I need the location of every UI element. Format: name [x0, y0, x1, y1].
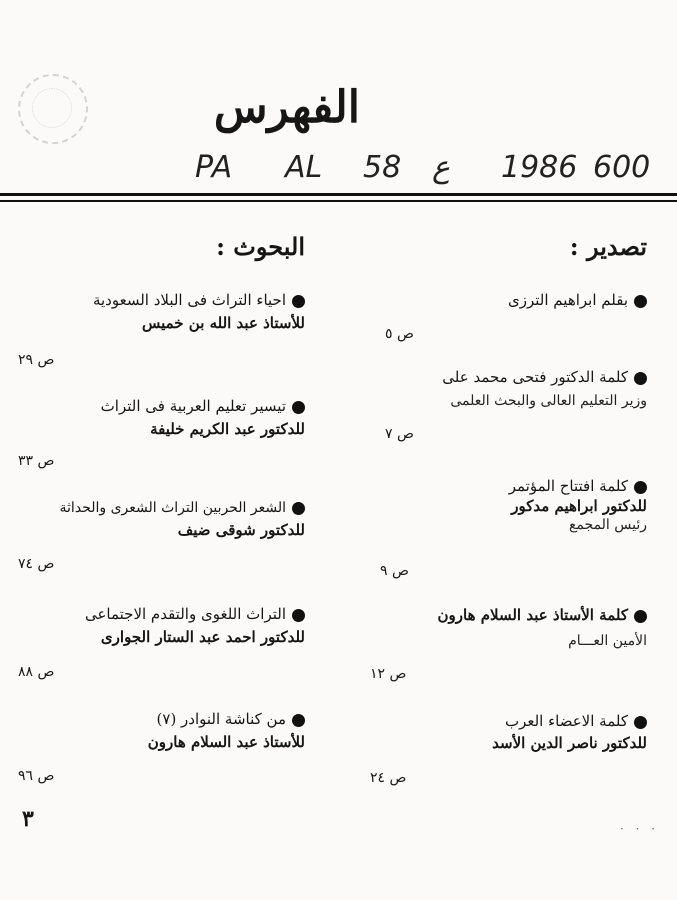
entry-author: للدكتور ناصر الدين الأسد — [492, 733, 647, 752]
entry-title: تيسير تعليم العربية فى التراث — [100, 397, 286, 415]
entry-title-line — [5, 606, 305, 624]
entry-subtitle: وزير التعليم العالى والبحث العلمى — [450, 392, 647, 409]
handwritten-code-3: 58 — [363, 150, 402, 185]
entry-author: للدكتور عبد الكريم خليفة — [150, 419, 305, 438]
page-ref-research-2: ص ٣٣ — [18, 453, 55, 469]
toc-entry-research-1 — [5, 292, 305, 332]
section-heading-foreword: تصدير : — [569, 232, 647, 261]
entry-title-line — [5, 500, 305, 517]
page-ref-foreword-3: ص ٩ — [380, 563, 409, 579]
page-ref-foreword-4: ص ١٢ — [370, 666, 407, 682]
page-ref-foreword-1: ص ٥ — [385, 326, 414, 342]
entry-title-line — [5, 398, 305, 416]
toc-entry-foreword-1 — [317, 292, 647, 310]
library-stamp-icon — [18, 74, 88, 144]
scan-mark: · · · — [620, 822, 660, 836]
entry-title-line — [317, 369, 647, 387]
handwritten-code-4: ع — [432, 150, 450, 185]
entry-title-line — [5, 292, 305, 310]
toc-entry-foreword-5 — [317, 713, 647, 752]
page-title: الفهرس — [213, 82, 360, 133]
entry-author: للدكتور احمد عبد الستار الجوارى — [100, 627, 305, 646]
entry-author: للدكتور شوقى ضيف — [177, 520, 305, 539]
entry-title: بقلم ابراهيم الترزى — [508, 291, 628, 309]
entry-title: الشعر الحربين التراث الشعرى والحداثة — [59, 500, 286, 516]
section-heading-research: البحوث : — [216, 232, 305, 261]
page-number: ٣ — [22, 806, 34, 832]
handwritten-code-1: PA — [195, 150, 233, 185]
top-divider-secondary — [0, 200, 677, 202]
entry-title: كلمة الاعضاء العرب — [504, 712, 628, 730]
entry-title: كلمة الدكتور فتحى محمد على — [442, 368, 628, 386]
top-divider — [0, 193, 677, 196]
page-ref-research-3: ص ٧٤ — [18, 556, 55, 572]
page-ref-foreword-2: ص ٧ — [385, 426, 414, 442]
entry-subtitle: رئيس المجمع — [568, 517, 647, 534]
entry-title: كلمة الأستاذ عبد السلام هارون — [437, 606, 628, 624]
bullet-icon — [634, 295, 647, 308]
bullet-icon — [292, 295, 305, 308]
page-ref-foreword-5: ص ٢٤ — [370, 770, 407, 786]
page-ref-research-1: ص ٢٩ — [18, 352, 55, 368]
entry-author: للأستاذ عبد الله بن خميس — [141, 313, 305, 332]
entry-title: كلمة افتتاح المؤتمر — [508, 477, 628, 495]
bullet-icon — [292, 609, 305, 622]
toc-entry-foreword-4 — [317, 607, 647, 649]
bullet-icon — [292, 401, 305, 414]
toc-entry-foreword-3 — [317, 478, 647, 534]
entry-title: التراث اللغوى والتقدم الاجتماعى — [84, 605, 286, 623]
entry-author: للأستاذ عبد السلام هارون — [147, 732, 305, 751]
page-ref-research-5: ص ٩٦ — [18, 768, 55, 784]
entry-title: من كناشة النوادر (٧) — [156, 710, 286, 728]
toc-entry-research-5 — [5, 711, 305, 751]
entry-title: احياء التراث فى البلاد السعودية — [92, 291, 286, 309]
bullet-icon — [292, 502, 305, 515]
toc-entry-foreword-2 — [317, 369, 647, 409]
entry-title-line — [5, 711, 305, 729]
bullet-icon — [634, 481, 647, 494]
bullet-icon — [634, 372, 647, 385]
bullet-icon — [292, 714, 305, 727]
entry-author: للدكتور ابراهيم مدكور — [511, 496, 647, 515]
bullet-icon — [634, 610, 647, 623]
toc-entry-research-3 — [5, 500, 305, 539]
entry-title-line — [317, 713, 647, 731]
handwritten-code-6: 600 — [593, 150, 651, 185]
entry-title-line — [317, 292, 647, 310]
entry-title-line — [317, 478, 647, 496]
handwritten-code-5: 1986 — [501, 150, 578, 185]
entry-subtitle: الأمين العـــام — [568, 632, 647, 649]
toc-entry-research-2 — [5, 398, 305, 438]
toc-entry-research-4 — [5, 606, 305, 646]
page-ref-research-4: ص ٨٨ — [18, 664, 55, 680]
handwritten-call-number — [195, 150, 650, 190]
bullet-icon — [634, 716, 647, 729]
entry-title-line — [317, 607, 647, 625]
handwritten-code-2: AL — [285, 150, 323, 185]
